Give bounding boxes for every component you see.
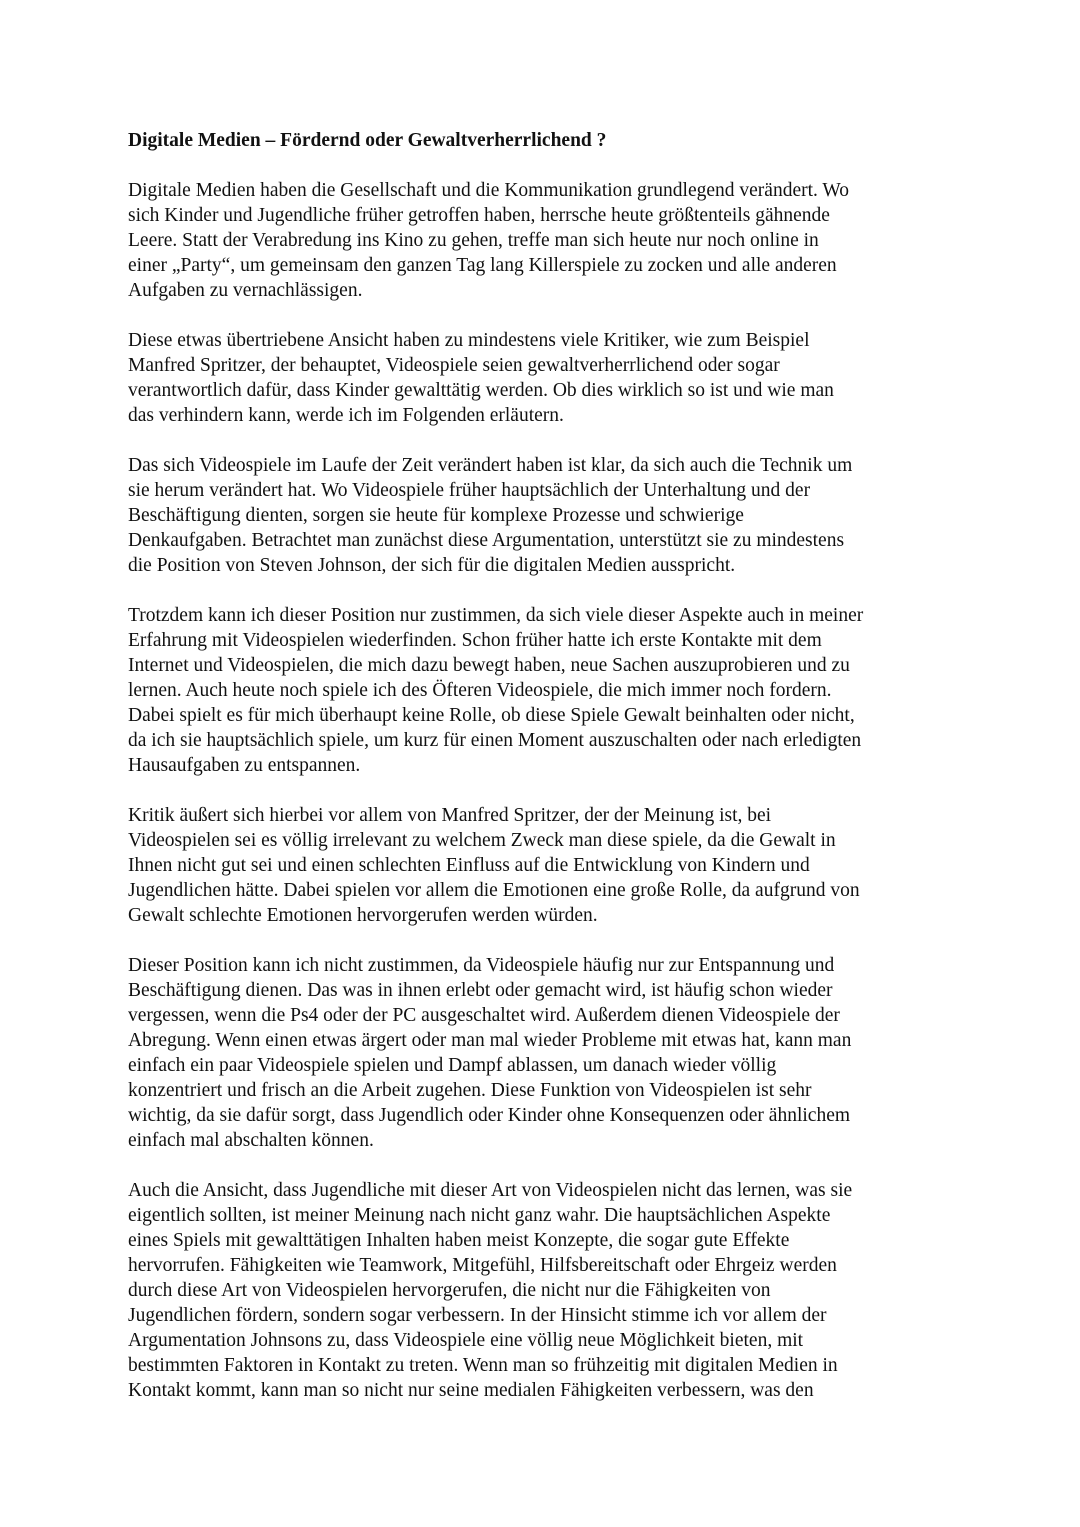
text-line: Manfred Spritzer, der behauptet, Videospiele seien gewaltverherrlichend oder sogar	[128, 355, 780, 376]
text-line: eigentlich sollten, ist meiner Meinung nach nicht ganz wahr. Die hauptsächlichen Aspekte	[128, 1205, 831, 1226]
text-line: Aufgaben zu vernachlässigen.	[128, 280, 363, 301]
text-line: Jugendlichen fördern, sondern sogar verbessern. In der Hinsicht stimme ich vor allem der	[128, 1305, 827, 1326]
text-line: Hausaufgaben zu entspannen.	[128, 755, 361, 776]
text-line: bestimmten Faktoren in Kontakt zu treten. Wenn man so frühzeitig mit digitalen Medien in	[128, 1355, 838, 1376]
text-line: Auch die Ansicht, dass Jugendliche mit dieser Art von Videospielen nicht das lernen, was sie	[128, 1180, 853, 1201]
paragraph	[128, 603, 956, 778]
text-line: Abregung. Wenn einen etwas ärgert oder man mal wieder Probleme mit etwas hat, kann man	[128, 1030, 852, 1051]
text-line: Digitale Medien haben die Gesellschaft und die Kommunikation grundlegend verändert. Wo	[128, 180, 849, 201]
text-line: Internet und Videospielen, die mich dazu bewegt haben, neue Sachen auszuprobieren und zu	[128, 655, 850, 676]
text-line: Jugendlichen hätte. Dabei spielen vor allem die Emotionen eine große Rolle, da aufgrund von	[128, 880, 860, 901]
text-line: Denkaufgaben. Betrachtet man zunächst diese Argumentation, unterstützt sie zu mindestens	[128, 530, 845, 551]
text-line: einfach ein paar Videospiele spielen und Dampf ablassen, um danach wieder völlig	[128, 1055, 777, 1076]
text-line: eines Spiels mit gewalttätigen Inhalten haben meist Konzepte, die sogar gute Effekte	[128, 1230, 790, 1251]
paragraph	[128, 178, 956, 303]
text-line: da ich sie hauptsächlich spiele, um kurz für einen Moment auszuschalten oder nach erledigten	[128, 730, 862, 751]
paragraph	[128, 453, 956, 578]
text-line: Erfahrung mit Videospielen wiederfinden. Schon früher hatte ich erste Kontakte mit dem	[128, 630, 822, 651]
text-line: einer „Party“, um gemeinsam den ganzen Tag lang Killerspiele zu zocken und alle anderen	[128, 255, 837, 276]
text-line: durch diese Art von Videospielen hervorgerufen, die nicht nur die Fähigkeiten von	[128, 1280, 771, 1301]
text-line: Argumentation Johnsons zu, dass Videospiele eine völlig neue Möglichkeit bieten, mit	[128, 1330, 804, 1351]
text-line: das verhindern kann, werde ich im Folgenden erläutern.	[128, 405, 564, 426]
text-line: sie herum verändert hat. Wo Videospiele früher hauptsächlich der Unterhaltung und der	[128, 480, 811, 501]
text-line: einfach mal abschalten können.	[128, 1130, 374, 1151]
text-line: konzentriert und frisch an die Arbeit zugehen. Diese Funktion von Videospielen ist sehr	[128, 1080, 812, 1101]
text-line: Beschäftigung dienten, sorgen sie heute für komplexe Prozesse und schwierige	[128, 505, 744, 526]
text-line: lernen. Auch heute noch spiele ich des Öfteren Videospiele, die mich immer noch fordern.	[128, 680, 832, 701]
text-line: Ihnen nicht gut sei und einen schlechten Einfluss auf die Entwicklung von Kindern und	[128, 855, 810, 876]
paragraph	[128, 803, 956, 928]
document-page	[128, 128, 956, 1428]
text-line: verantwortlich dafür, dass Kinder gewalttätig werden. Ob dies wirklich so ist und wie man	[128, 380, 834, 401]
text-line: Beschäftigung dienen. Das was in ihnen erlebt oder gemacht wird, ist häufig schon wieder	[128, 980, 833, 1001]
text-line: Videospielen sei es völlig irrelevant zu welchem Zweck man diese spiele, da die Gewalt in	[128, 830, 836, 851]
document-body	[128, 178, 956, 1403]
text-line: Leere. Statt der Verabredung ins Kino zu gehen, treffe man sich heute nur noch online in	[128, 230, 819, 251]
text-line: Kritik äußert sich hierbei vor allem von Manfred Spritzer, der der Meinung ist, bei	[128, 805, 772, 826]
paragraph	[128, 1178, 956, 1403]
text-line: Kontakt kommt, kann man so nicht nur seine medialen Fähigkeiten verbessern, was den	[128, 1380, 814, 1401]
text-line: Gewalt schlechte Emotionen hervorgerufen werden würden.	[128, 905, 598, 926]
text-line: vergessen, wenn die Ps4 oder der PC ausgeschaltet wird. Außerdem dienen Videospiele der	[128, 1005, 840, 1026]
text-line: Dieser Position kann ich nicht zustimmen, da Videospiele häufig nur zur Entspannung und	[128, 955, 835, 976]
text-line: Das sich Videospiele im Laufe der Zeit verändert haben ist klar, da sich auch die Technik um	[128, 455, 853, 476]
text-line: wichtig, da sie dafür sorgt, dass Jugendlich oder Kinder ohne Konsequenzen oder ähnlichem	[128, 1105, 851, 1126]
text-line: Trotzdem kann ich dieser Position nur zustimmen, da sich viele dieser Aspekte auch in meiner	[128, 605, 864, 626]
text-line: die Position von Steven Johnson, der sich für die digitalen Medien ausspricht.	[128, 555, 736, 576]
text-line: Dabei spielt es für mich überhaupt keine Rolle, ob diese Spiele Gewalt beinhalten oder nicht,	[128, 705, 855, 726]
document-title: Digitale Medien – Fördernd oder Gewaltverherrlichend ?	[128, 130, 607, 151]
paragraph	[128, 328, 956, 428]
paragraph	[128, 953, 956, 1153]
text-line: hervorrufen. Fähigkeiten wie Teamwork, Mitgefühl, Hilfsbereitschaft oder Ehrgeiz werden	[128, 1255, 837, 1276]
text-line: Diese etwas übertriebene Ansicht haben zu mindestens viele Kritiker, wie zum Beispiel	[128, 330, 810, 351]
text-line: sich Kinder und Jugendliche früher getroffen haben, herrsche heute größtenteils gähnende	[128, 205, 830, 226]
